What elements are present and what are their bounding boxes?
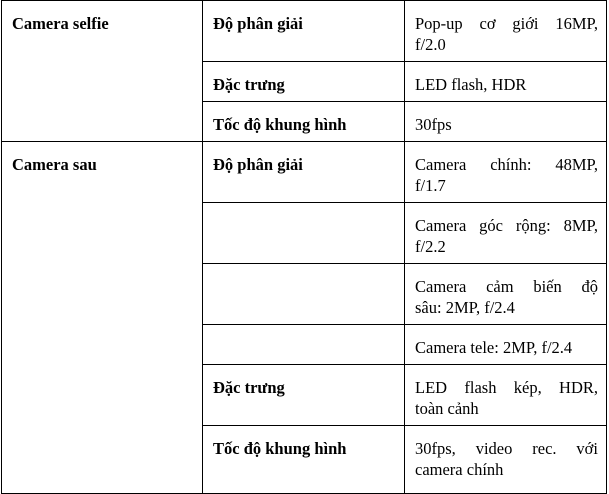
spec-label — [203, 325, 405, 365]
spec-value — [405, 203, 607, 264]
spec-value — [405, 1, 607, 62]
spec-label — [203, 426, 405, 494]
group-label-selfie — [2, 1, 203, 142]
camera-spec-table — [1, 0, 607, 494]
spec-value — [405, 62, 607, 102]
table-row — [2, 142, 607, 203]
spec-value — [405, 102, 607, 142]
spec-label-text: Độ phân giải — [213, 14, 303, 33]
spec-label — [203, 142, 405, 203]
spec-value — [405, 365, 607, 426]
spec-value-line: f/1.7 — [415, 176, 446, 195]
spec-value — [405, 264, 607, 325]
spec-label-text: Đặc trưng — [213, 75, 285, 94]
spec-value-line: Camera chính: 48MP, — [415, 155, 598, 174]
spec-value-line: 30fps — [415, 115, 452, 134]
spec-value — [405, 142, 607, 203]
group-label-text: Camera selfie — [12, 14, 109, 33]
spec-value-line: Camera góc rộng: 8MP, — [415, 216, 598, 235]
spec-value-line: Camera tele: 2MP, f/2.4 — [415, 338, 573, 357]
spec-value-line: LED flash, HDR — [415, 75, 527, 94]
spec-label — [203, 264, 405, 325]
spec-label — [203, 62, 405, 102]
spec-label — [203, 1, 405, 62]
spec-label-text: Tốc độ khung hình — [213, 439, 347, 458]
spec-label — [203, 102, 405, 142]
spec-label-text: Tốc độ khung hình — [213, 115, 347, 134]
spec-label-text: Đặc trưng — [213, 378, 285, 397]
spec-value-line: f/2.2 — [415, 237, 446, 256]
spec-label — [203, 365, 405, 426]
spec-value-line: 30fps, video rec. với — [415, 439, 598, 458]
spec-value-line: camera chính — [415, 460, 504, 479]
spec-value-line: LED flash kép, HDR, — [415, 378, 598, 397]
group-label-rear — [2, 142, 203, 494]
table-row — [2, 1, 607, 62]
spec-value-line: Camera cảm biến độ — [415, 277, 598, 296]
spec-label — [203, 203, 405, 264]
spec-value-line: toàn cảnh — [415, 399, 479, 418]
group-label-text: Camera sau — [12, 155, 97, 174]
spec-label-text: Độ phân giải — [213, 155, 303, 174]
spec-value-line: Pop-up cơ giới 16MP, — [415, 14, 598, 33]
spec-value — [405, 426, 607, 494]
spec-value-line: f/2.0 — [415, 35, 446, 54]
spec-value-line: sâu: 2MP, f/2.4 — [415, 298, 515, 317]
spec-value — [405, 325, 607, 365]
